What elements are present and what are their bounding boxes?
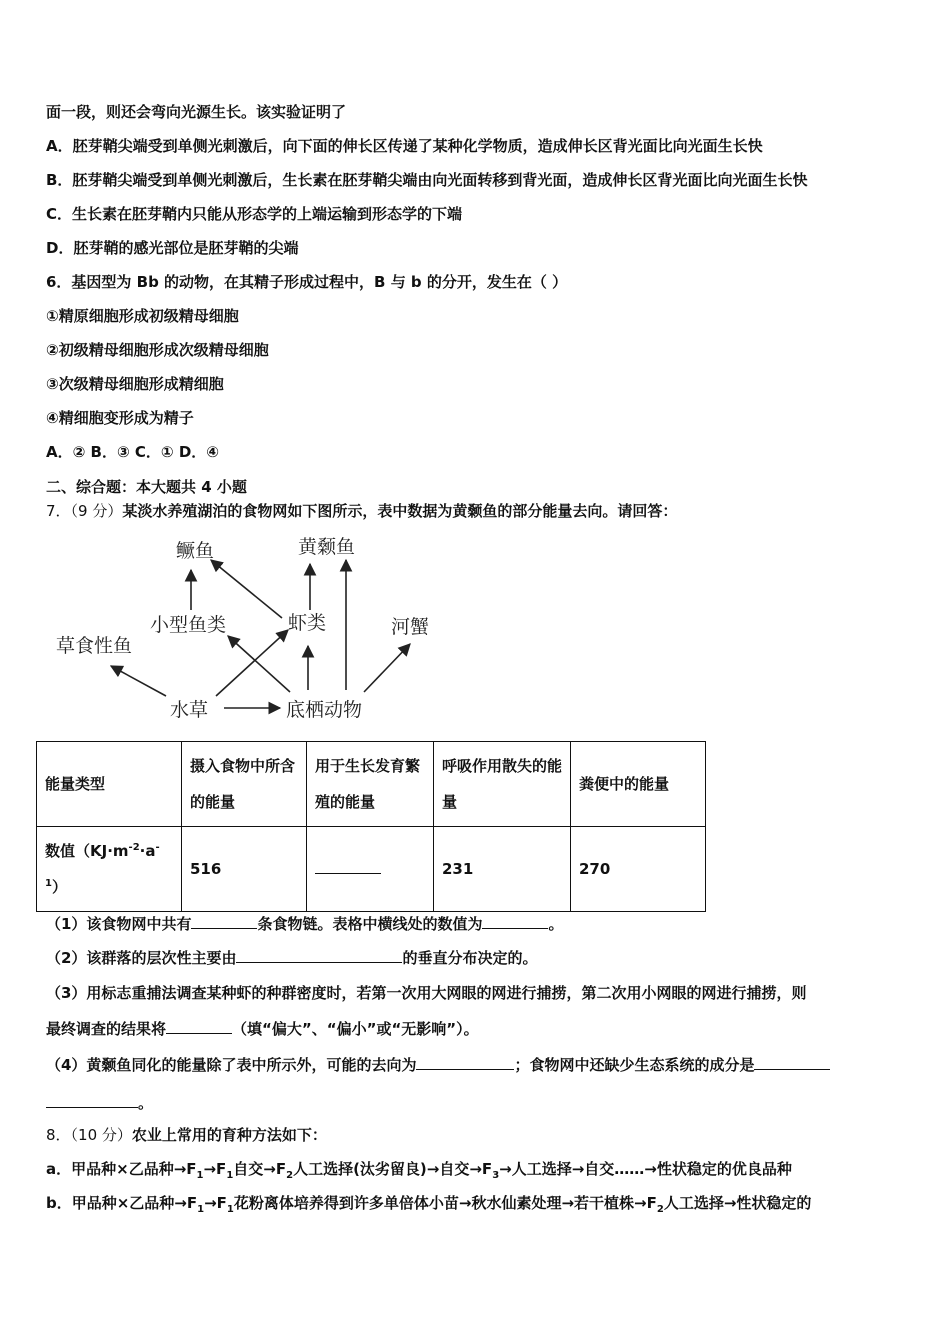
option-a: A．胚芽鞘尖端受到单侧光刺激后，向下面的伸长区传递了某种化学物质，造成伸长区背光面比向光面生长快 [46, 137, 763, 155]
question-7 [46, 501, 677, 521]
table-cell: 呼吸作用散失的能量 [434, 742, 571, 827]
node-herbivorous-fish: 草食性鱼 [56, 635, 133, 657]
q6-item-2: ②初级精母细胞形成次级精母细胞 [46, 341, 269, 359]
answer-blank[interactable] [416, 1055, 514, 1070]
q8-method-a [46, 1159, 792, 1179]
unit-label: 数值（KJ·m [45, 842, 129, 860]
text: →人工选择→自交……→性状稳定的优良品种 [499, 1160, 792, 1178]
q7-sub-1 [46, 914, 563, 934]
unit-label: ·a [139, 842, 156, 860]
q7-sub-3-cont [46, 1019, 479, 1039]
superscript: -1 [45, 842, 160, 889]
subscript: 1 [226, 1204, 234, 1215]
table-row [37, 742, 706, 827]
option-b: B．胚芽鞘尖端受到单侧光刺激后，生长素在胚芽鞘尖端由向光面转移到背光面，造成伸长区背光面比向光面生长快 [46, 171, 808, 189]
text: 自交→F [233, 1160, 287, 1178]
node-river-crab: 河蟹 [391, 616, 430, 638]
text: ；食物网中还缺少生态系统的成分是 [514, 1056, 755, 1074]
subscript: 3 [492, 1170, 500, 1181]
table-row [37, 827, 706, 912]
arrow-benthos-to-smallfish [228, 636, 290, 692]
subscript: 1 [197, 1204, 205, 1215]
q7-sub-3: （3）用标志重捕法调查某种虾的种群密度时，若第一次用大网眼的网进行捕捞，第二次用小网眼的网进行捕捞，则 [46, 984, 807, 1002]
text: 人工选择→性状稳定的 [663, 1194, 812, 1212]
text: 。 [548, 915, 564, 933]
node-mandarin-fish: 鳜鱼 [176, 540, 215, 562]
table-cell: 270 [571, 827, 706, 912]
text: 的垂直分布决定的。 [402, 949, 538, 967]
section-heading: 二、综合题：本大题共 4 小题 [46, 478, 247, 496]
subscript: 2 [286, 1170, 294, 1181]
arrow-benthos-to-crab [364, 644, 410, 692]
question-8 [46, 1125, 327, 1145]
q7-sub-2 [46, 948, 537, 968]
text: 条食物链。表格中横线处的数值为 [257, 915, 483, 933]
answer-blank[interactable] [754, 1055, 830, 1070]
node-small-fish: 小型鱼类 [150, 614, 227, 636]
text: a．甲品种×乙品种→F [46, 1160, 197, 1178]
table-cell [37, 827, 182, 912]
food-web-diagram [46, 530, 466, 730]
text: （4）黄颡鱼同化的能量除了表中所示外，可能的去向为 [46, 1056, 417, 1074]
text: →F [204, 1194, 227, 1212]
subscript: 2 [656, 1204, 664, 1215]
text: （填“偏大”、“偏小”或“无影响”）。 [232, 1020, 479, 1038]
q7-sub-4-cont [46, 1093, 153, 1113]
subscript: 1 [196, 1170, 204, 1181]
question-text: 农业上常用的育种方法如下： [131, 1126, 327, 1144]
table-cell: 摄入食物中所含的能量 [182, 742, 307, 827]
question-number: 8．（10 分） [46, 1126, 132, 1144]
option-d: D．胚芽鞘的感光部位是胚芽鞘的尖端 [46, 239, 299, 257]
q6-item-3: ③次级精母细胞形成精细胞 [46, 375, 224, 393]
node-benthic-animals: 底栖动物 [286, 699, 363, 721]
text: 人工选择(汰劣留良)→自交→F [293, 1160, 493, 1178]
table-cell [307, 827, 434, 912]
node-yellow-catfish: 黄颡鱼 [298, 536, 356, 558]
text: 最终调查的结果将 [46, 1020, 167, 1038]
q6-options: A．② B．③ C．① D．④ [46, 443, 219, 461]
answer-blank[interactable] [236, 948, 402, 963]
question-text: 某淡水养殖湖泊的食物网如下图所示，表中数据为黄颡鱼的部分能量去向。请回答： [122, 502, 678, 520]
table-cell: 粪便中的能量 [571, 742, 706, 827]
subscript: 1 [226, 1170, 234, 1181]
table-cell: 用于生长发育繁殖的能量 [307, 742, 434, 827]
table-cell: 516 [182, 827, 307, 912]
text: 花粉离体培养得到许多单倍体小苗→秋水仙素处理→若干植株→F [233, 1194, 657, 1212]
answer-blank[interactable] [166, 1019, 232, 1034]
text: （1）该食物网中共有 [46, 915, 192, 933]
answer-blank[interactable] [46, 1093, 138, 1108]
unit-label: ） [51, 878, 67, 896]
text: b．甲品种×乙品种→F [46, 1194, 198, 1212]
arrow-weed-to-shrimp [216, 630, 288, 696]
node-shrimp: 虾类 [288, 612, 327, 634]
option-c: C．生长素在胚芽鞘内只能从形态学的上端运输到形态学的下端 [46, 205, 463, 223]
q8-method-b [46, 1193, 811, 1213]
q6-item-1: ①精原细胞形成初级精母细胞 [46, 307, 239, 325]
table-cell: 能量类型 [37, 742, 182, 827]
answer-blank[interactable] [315, 859, 381, 874]
answer-blank[interactable] [191, 914, 257, 929]
q7-sub-4 [46, 1055, 830, 1075]
q6-item-4: ④精细胞变形成为精子 [46, 409, 194, 427]
text: 。 [138, 1094, 154, 1112]
text: →F [203, 1160, 227, 1178]
node-water-weed: 水草 [170, 699, 209, 721]
arrow-shrimp-to-mandarin [211, 560, 282, 618]
answer-blank[interactable] [482, 914, 548, 929]
question-number: 7．（9 分） [46, 502, 123, 520]
arrow-weed-to-herbfish [111, 666, 166, 696]
superscript: -2 [128, 842, 140, 853]
table-cell: 231 [434, 827, 571, 912]
text: （2）该群落的层次性主要由 [46, 949, 237, 967]
energy-table [36, 741, 706, 912]
question-6: 6．基因型为 Bb 的动物，在其精子形成过程中，B 与 b 的分开，发生在（ ） [46, 273, 568, 291]
text-line: 面一段，则还会弯向光源生长。该实验证明了 [46, 103, 347, 121]
